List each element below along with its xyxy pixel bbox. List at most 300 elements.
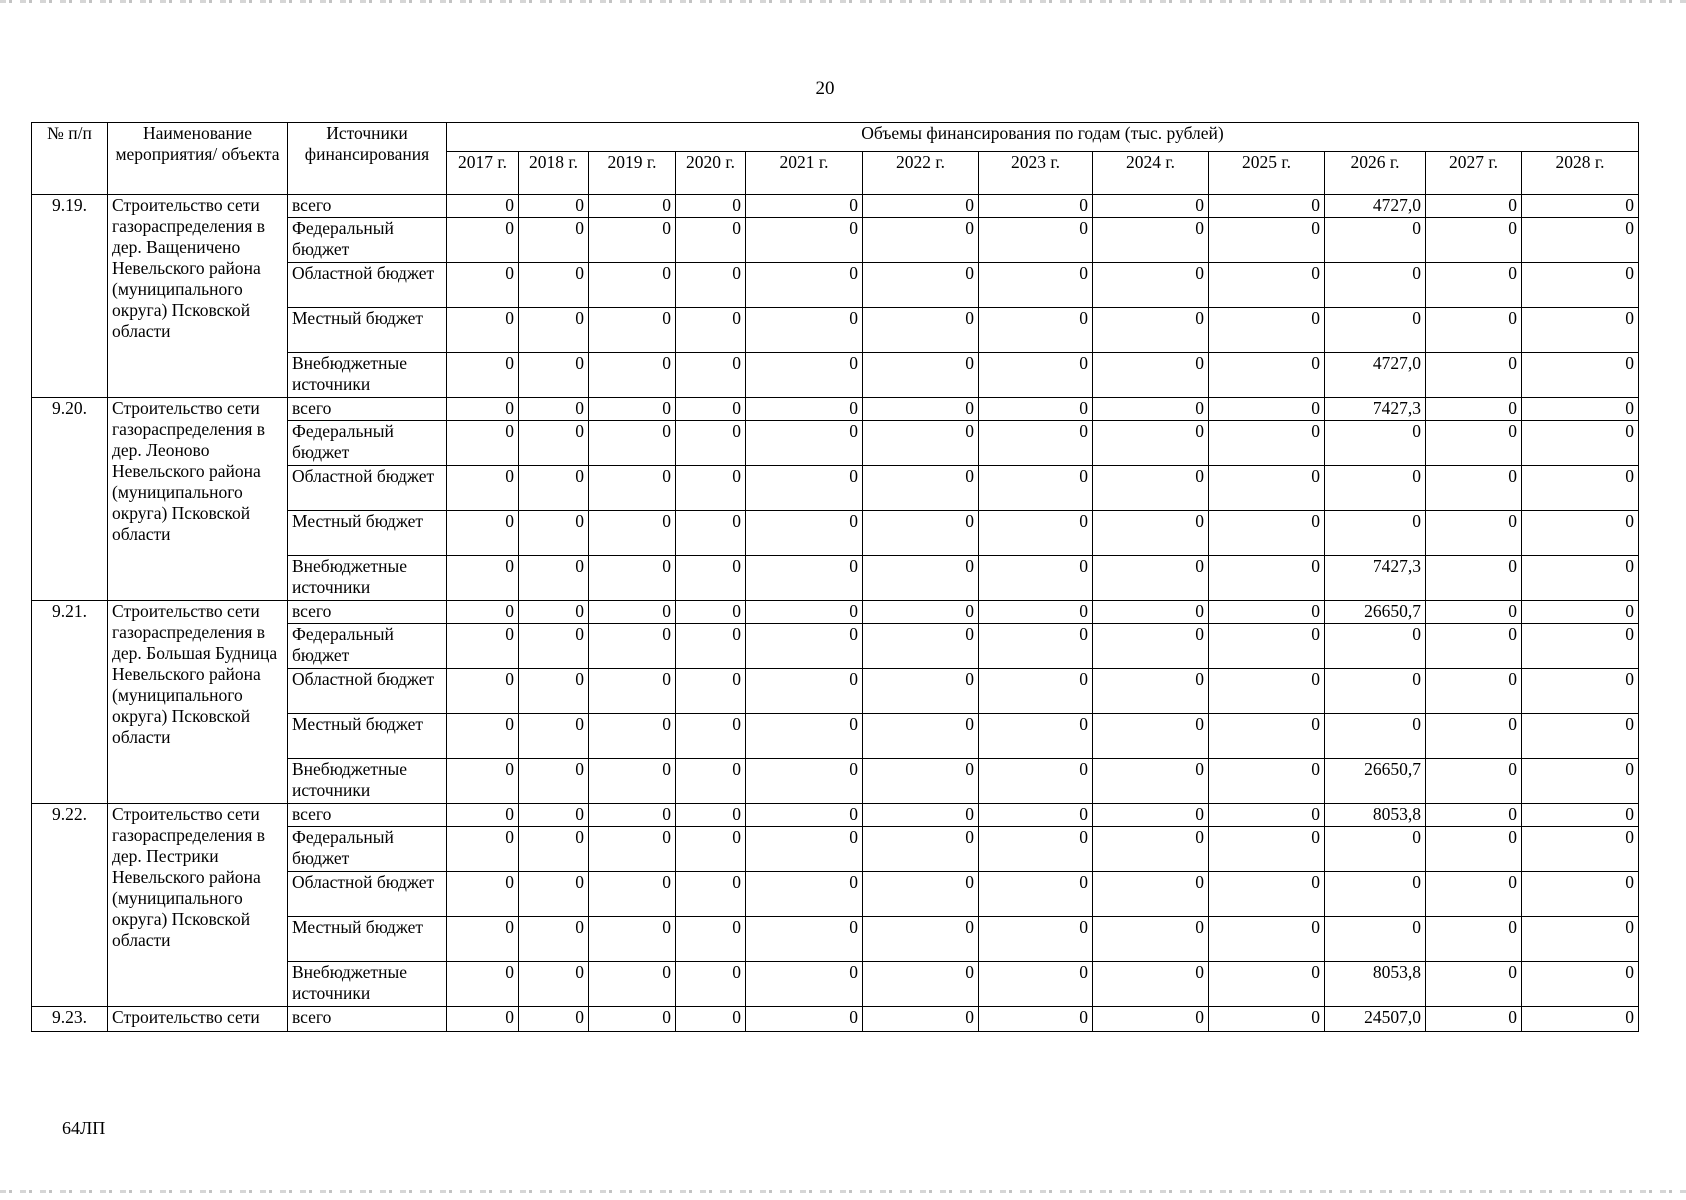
- funding-value: 0: [447, 962, 519, 1007]
- funding-value: 0: [1426, 511, 1522, 556]
- funding-value: 0: [1426, 827, 1522, 872]
- funding-value: 0: [447, 218, 519, 263]
- funding-value: 0: [1426, 556, 1522, 601]
- funding-value: 0: [519, 601, 589, 624]
- funding-value: 0: [1426, 195, 1522, 218]
- funding-value: 0: [1093, 263, 1209, 308]
- funding-value: 0: [447, 263, 519, 308]
- funding-value: 0: [1093, 511, 1209, 556]
- table-row: [32, 1007, 1639, 1032]
- funding-value: 0: [746, 195, 863, 218]
- funding-value: 0: [746, 218, 863, 263]
- funding-value: 0: [979, 1007, 1093, 1032]
- funding-value: 0: [1209, 872, 1325, 917]
- funding-value: 0: [863, 827, 979, 872]
- funding-value: 0: [447, 714, 519, 759]
- funding-value: 0: [746, 466, 863, 511]
- funding-value: 0: [519, 624, 589, 669]
- funding-value: 0: [519, 195, 589, 218]
- funding-value: 0: [519, 218, 589, 263]
- object-name: Строительство сети газораспределения в дер. Ващеничено Невельского района (муниципального округа) Псковской области: [108, 195, 288, 398]
- funding-value: 0: [1522, 421, 1639, 466]
- funding-value: 0: [519, 714, 589, 759]
- funding-value: 0: [1522, 353, 1639, 398]
- funding-value: 0: [589, 624, 676, 669]
- header-year: 2024 г.: [1093, 152, 1209, 195]
- funding-value: 0: [746, 962, 863, 1007]
- funding-value: 0: [519, 669, 589, 714]
- table-body: [32, 195, 1639, 1032]
- funding-source: всего: [288, 804, 447, 827]
- funding-value: 0: [1093, 804, 1209, 827]
- funding-value: 0: [1522, 263, 1639, 308]
- funding-value: 0: [863, 466, 979, 511]
- funding-value: 0: [447, 872, 519, 917]
- funding-value: 0: [746, 827, 863, 872]
- funding-value: 0: [863, 624, 979, 669]
- funding-value: 0: [979, 962, 1093, 1007]
- funding-source: всего: [288, 398, 447, 421]
- scan-edge-bottom: [0, 1190, 1686, 1193]
- funding-value: 0: [746, 308, 863, 353]
- funding-value: 0: [1209, 669, 1325, 714]
- table-row: [32, 601, 1639, 624]
- funding-value: 0: [1426, 398, 1522, 421]
- header-year: 2026 г.: [1325, 152, 1426, 195]
- funding-value: 0: [1325, 511, 1426, 556]
- funding-value: 0: [1426, 601, 1522, 624]
- funding-value: 0: [1093, 917, 1209, 962]
- table-row: [32, 804, 1639, 827]
- header-year: 2020 г.: [676, 152, 746, 195]
- funding-value: 0: [746, 917, 863, 962]
- funding-value: 0: [1325, 421, 1426, 466]
- funding-value: 0: [1209, 804, 1325, 827]
- funding-source: Федеральный бюджет: [288, 827, 447, 872]
- header-year: 2022 г.: [863, 152, 979, 195]
- funding-source: Федеральный бюджет: [288, 624, 447, 669]
- funding-value: 0: [1325, 308, 1426, 353]
- footer-code: 64ЛП: [62, 1118, 106, 1138]
- funding-value: 0: [746, 872, 863, 917]
- funding-value: 4727,0: [1325, 353, 1426, 398]
- funding-value: 0: [863, 714, 979, 759]
- funding-value: 0: [676, 669, 746, 714]
- row-number: 9.22.: [32, 804, 108, 1007]
- funding-value: 0: [589, 714, 676, 759]
- funding-source: Внебюджетные источники: [288, 353, 447, 398]
- row-number: 9.19.: [32, 195, 108, 398]
- funding-value: 0: [1209, 714, 1325, 759]
- funding-value: 0: [1426, 917, 1522, 962]
- funding-value: 0: [589, 218, 676, 263]
- funding-value: 0: [1209, 308, 1325, 353]
- funding-value: 0: [746, 624, 863, 669]
- funding-value: 0: [979, 917, 1093, 962]
- funding-value: 0: [1426, 669, 1522, 714]
- funding-value: 0: [1522, 308, 1639, 353]
- funding-source: всего: [288, 1007, 447, 1032]
- funding-value: 0: [1522, 601, 1639, 624]
- funding-value: 0: [1426, 714, 1522, 759]
- funding-value: 0: [1209, 195, 1325, 218]
- funding-value: 0: [1522, 1007, 1639, 1032]
- funding-value: 0: [447, 195, 519, 218]
- funding-value: 0: [1325, 624, 1426, 669]
- funding-value: 0: [589, 804, 676, 827]
- funding-value: 0: [447, 827, 519, 872]
- funding-value: 0: [746, 556, 863, 601]
- header-year: 2028 г.: [1522, 152, 1639, 195]
- funding-value: 0: [1522, 759, 1639, 804]
- funding-value: 0: [1522, 466, 1639, 511]
- funding-value: 0: [676, 511, 746, 556]
- funding-value: 0: [1209, 624, 1325, 669]
- header-source: Источники финансирования: [288, 123, 447, 195]
- funding-source: всего: [288, 601, 447, 624]
- funding-value: 0: [676, 308, 746, 353]
- funding-value: 0: [1522, 511, 1639, 556]
- funding-value: 0: [589, 195, 676, 218]
- funding-value: 0: [676, 872, 746, 917]
- funding-value: 0: [676, 714, 746, 759]
- row-number: 9.23.: [32, 1007, 108, 1032]
- funding-value: 0: [1093, 556, 1209, 601]
- header-year: 2023 г.: [979, 152, 1093, 195]
- funding-value: 0: [979, 263, 1093, 308]
- funding-value: 0: [447, 308, 519, 353]
- funding-value: 0: [863, 218, 979, 263]
- funding-value: 0: [1522, 398, 1639, 421]
- funding-value: 0: [447, 759, 519, 804]
- funding-value: 0: [447, 601, 519, 624]
- funding-value: 0: [979, 556, 1093, 601]
- funding-value: 0: [589, 263, 676, 308]
- funding-value: 0: [863, 669, 979, 714]
- row-number: 9.21.: [32, 601, 108, 804]
- header-num: № п/п: [32, 123, 108, 195]
- funding-value: 0: [676, 917, 746, 962]
- funding-value: 0: [1093, 669, 1209, 714]
- funding-value: 0: [676, 827, 746, 872]
- funding-value: 0: [676, 804, 746, 827]
- funding-value: 0: [589, 669, 676, 714]
- funding-source: Федеральный бюджет: [288, 218, 447, 263]
- funding-value: 0: [447, 1007, 519, 1032]
- funding-value: 26650,7: [1325, 759, 1426, 804]
- funding-value: 0: [1426, 872, 1522, 917]
- funding-source: Областной бюджет: [288, 263, 447, 308]
- funding-value: 0: [1325, 827, 1426, 872]
- funding-value: 0: [979, 511, 1093, 556]
- funding-value: 0: [589, 759, 676, 804]
- funding-value: 4727,0: [1325, 195, 1426, 218]
- funding-value: 0: [863, 421, 979, 466]
- funding-value: 0: [746, 759, 863, 804]
- funding-value: 0: [1093, 466, 1209, 511]
- funding-value: 0: [676, 962, 746, 1007]
- funding-source: Областной бюджет: [288, 669, 447, 714]
- funding-value: 0: [863, 195, 979, 218]
- object-name: Строительство сети газораспределения в дер. Леоново Невельского района (муниципального округа) Псковской области: [108, 398, 288, 601]
- funding-value: 0: [447, 917, 519, 962]
- funding-value: 0: [447, 421, 519, 466]
- funding-source: Местный бюджет: [288, 714, 447, 759]
- table-row: [32, 195, 1639, 218]
- funding-value: 0: [1325, 714, 1426, 759]
- funding-value: 0: [1209, 511, 1325, 556]
- funding-value: 0: [589, 872, 676, 917]
- object-name: Строительство сети газораспределения в дер. Пестрики Невельского района (муниципального округа) Псковской области: [108, 804, 288, 1007]
- page-number: 20: [815, 78, 835, 99]
- funding-value: 0: [1209, 827, 1325, 872]
- funding-value: 0: [1093, 872, 1209, 917]
- funding-value: 0: [519, 308, 589, 353]
- funding-value: 0: [863, 872, 979, 917]
- funding-value: 0: [863, 556, 979, 601]
- funding-value: 0: [863, 353, 979, 398]
- funding-value: 0: [676, 421, 746, 466]
- funding-value: 0: [676, 398, 746, 421]
- funding-value: 0: [979, 804, 1093, 827]
- funding-value: 0: [979, 218, 1093, 263]
- funding-source: Внебюджетные источники: [288, 759, 447, 804]
- funding-value: 0: [676, 759, 746, 804]
- funding-value: 0: [589, 827, 676, 872]
- funding-value: 0: [676, 601, 746, 624]
- funding-value: 0: [519, 1007, 589, 1032]
- funding-value: 0: [979, 669, 1093, 714]
- funding-value: 0: [746, 669, 863, 714]
- funding-value: 0: [589, 917, 676, 962]
- funding-value: 0: [676, 466, 746, 511]
- funding-value: 0: [1093, 601, 1209, 624]
- funding-value: 0: [1325, 917, 1426, 962]
- funding-value: 0: [979, 308, 1093, 353]
- funding-value: 0: [676, 1007, 746, 1032]
- funding-value: 0: [1426, 962, 1522, 1007]
- funding-value: 7427,3: [1325, 556, 1426, 601]
- funding-value: 0: [1093, 421, 1209, 466]
- funding-value: 0: [589, 511, 676, 556]
- funding-value: 0: [1093, 353, 1209, 398]
- funding-value: 0: [1522, 714, 1639, 759]
- funding-value: 0: [979, 872, 1093, 917]
- funding-value: 0: [447, 804, 519, 827]
- funding-value: 0: [589, 421, 676, 466]
- funding-value: 0: [1209, 556, 1325, 601]
- funding-value: 0: [1426, 466, 1522, 511]
- financing-table: [31, 122, 1639, 1032]
- funding-value: 0: [1325, 218, 1426, 263]
- funding-value: 0: [1522, 218, 1639, 263]
- funding-value: 0: [863, 511, 979, 556]
- funding-value: 24507,0: [1325, 1007, 1426, 1032]
- funding-value: 0: [1426, 804, 1522, 827]
- header-volumes: Объемы финансирования по годам (тыс. рублей): [447, 123, 1639, 152]
- funding-value: 0: [519, 872, 589, 917]
- funding-value: 0: [1426, 421, 1522, 466]
- header-year: 2017 г.: [447, 152, 519, 195]
- funding-value: 0: [589, 308, 676, 353]
- funding-value: 0: [1522, 195, 1639, 218]
- header-year: 2018 г.: [519, 152, 589, 195]
- funding-value: 0: [676, 624, 746, 669]
- funding-value: 0: [979, 759, 1093, 804]
- funding-value: 0: [863, 263, 979, 308]
- funding-value: 0: [1426, 308, 1522, 353]
- funding-value: 0: [519, 556, 589, 601]
- funding-value: 0: [589, 601, 676, 624]
- funding-value: 0: [519, 917, 589, 962]
- funding-value: 0: [979, 466, 1093, 511]
- funding-value: 0: [1093, 308, 1209, 353]
- funding-value: 0: [1093, 398, 1209, 421]
- funding-value: 0: [589, 1007, 676, 1032]
- funding-value: 0: [1209, 917, 1325, 962]
- funding-value: 0: [746, 804, 863, 827]
- funding-source: Областной бюджет: [288, 872, 447, 917]
- funding-value: 0: [676, 263, 746, 308]
- funding-value: 0: [1426, 353, 1522, 398]
- funding-value: 0: [1426, 759, 1522, 804]
- funding-value: 0: [676, 195, 746, 218]
- funding-value: 0: [746, 511, 863, 556]
- funding-value: 0: [863, 601, 979, 624]
- funding-value: 0: [519, 827, 589, 872]
- table-row: [32, 398, 1639, 421]
- funding-value: 0: [746, 714, 863, 759]
- funding-value: 0: [1325, 466, 1426, 511]
- funding-value: 0: [746, 353, 863, 398]
- funding-source: всего: [288, 195, 447, 218]
- funding-value: 0: [447, 556, 519, 601]
- funding-value: 0: [1209, 962, 1325, 1007]
- funding-value: 0: [1325, 669, 1426, 714]
- funding-value: 0: [589, 353, 676, 398]
- funding-value: 0: [979, 827, 1093, 872]
- header-name: Наименование мероприятия/ объекта: [108, 123, 288, 195]
- funding-value: 0: [447, 624, 519, 669]
- funding-value: 7427,3: [1325, 398, 1426, 421]
- funding-value: 0: [979, 353, 1093, 398]
- funding-source: Местный бюджет: [288, 511, 447, 556]
- funding-value: 0: [746, 421, 863, 466]
- funding-value: 0: [1209, 601, 1325, 624]
- funding-value: 0: [1209, 353, 1325, 398]
- funding-value: 0: [1209, 398, 1325, 421]
- funding-value: 0: [1522, 962, 1639, 1007]
- funding-value: 0: [1522, 804, 1639, 827]
- funding-value: 0: [746, 263, 863, 308]
- funding-value: 0: [979, 398, 1093, 421]
- funding-source: Внебюджетные источники: [288, 962, 447, 1007]
- funding-value: 0: [746, 601, 863, 624]
- funding-value: 0: [746, 398, 863, 421]
- funding-value: 0: [447, 511, 519, 556]
- funding-value: 0: [1209, 759, 1325, 804]
- funding-value: 0: [519, 263, 589, 308]
- funding-value: 0: [589, 398, 676, 421]
- funding-value: 0: [1426, 1007, 1522, 1032]
- funding-value: 0: [1209, 466, 1325, 511]
- funding-value: 0: [1093, 827, 1209, 872]
- header-year: 2019 г.: [589, 152, 676, 195]
- funding-source: Внебюджетные источники: [288, 556, 447, 601]
- funding-value: 0: [519, 421, 589, 466]
- object-name: Строительство сети газораспределения в дер. Большая Будница Невельского района (муниципального округа) Псковской области: [108, 601, 288, 804]
- funding-source: Местный бюджет: [288, 308, 447, 353]
- funding-value: 0: [1325, 263, 1426, 308]
- funding-value: 0: [1522, 827, 1639, 872]
- header-year: 2025 г.: [1209, 152, 1325, 195]
- funding-value: 0: [447, 669, 519, 714]
- funding-value: 0: [519, 962, 589, 1007]
- funding-value: 0: [1093, 714, 1209, 759]
- funding-value: 0: [863, 759, 979, 804]
- funding-value: 0: [1093, 195, 1209, 218]
- funding-value: 0: [1093, 1007, 1209, 1032]
- funding-value: 0: [1522, 872, 1639, 917]
- funding-value: 0: [1093, 218, 1209, 263]
- funding-value: 0: [676, 556, 746, 601]
- funding-value: 0: [589, 556, 676, 601]
- funding-value: 0: [979, 601, 1093, 624]
- funding-value: 0: [1522, 669, 1639, 714]
- funding-value: 0: [1325, 872, 1426, 917]
- funding-value: 0: [447, 398, 519, 421]
- funding-value: 0: [519, 398, 589, 421]
- header-year: 2021 г.: [746, 152, 863, 195]
- funding-value: 0: [863, 804, 979, 827]
- funding-value: 0: [676, 353, 746, 398]
- funding-source: Местный бюджет: [288, 917, 447, 962]
- funding-value: 0: [746, 1007, 863, 1032]
- funding-value: 8053,8: [1325, 804, 1426, 827]
- funding-value: 0: [589, 466, 676, 511]
- funding-value: 0: [863, 308, 979, 353]
- funding-value: 0: [1522, 624, 1639, 669]
- funding-value: 0: [1522, 917, 1639, 962]
- funding-value: 8053,8: [1325, 962, 1426, 1007]
- funding-value: 0: [1093, 624, 1209, 669]
- funding-value: 0: [979, 714, 1093, 759]
- funding-value: 0: [1209, 263, 1325, 308]
- funding-value: 0: [863, 398, 979, 421]
- funding-value: 0: [519, 466, 589, 511]
- funding-value: 0: [1209, 218, 1325, 263]
- funding-value: 0: [1093, 759, 1209, 804]
- funding-value: 0: [863, 917, 979, 962]
- funding-value: 0: [863, 962, 979, 1007]
- funding-value: 0: [589, 962, 676, 1007]
- funding-source: Областной бюджет: [288, 466, 447, 511]
- scan-edge-top: [0, 0, 1686, 3]
- header-year: 2027 г.: [1426, 152, 1522, 195]
- object-name: Строительство сети: [108, 1007, 288, 1032]
- funding-value: 0: [1209, 421, 1325, 466]
- funding-value: 0: [1209, 1007, 1325, 1032]
- funding-value: 0: [519, 511, 589, 556]
- funding-value: 0: [519, 804, 589, 827]
- funding-value: 0: [447, 466, 519, 511]
- funding-value: 0: [1522, 556, 1639, 601]
- funding-value: 0: [979, 624, 1093, 669]
- funding-value: 0: [1426, 263, 1522, 308]
- funding-value: 0: [1426, 624, 1522, 669]
- funding-value: 0: [1426, 218, 1522, 263]
- funding-source: Федеральный бюджет: [288, 421, 447, 466]
